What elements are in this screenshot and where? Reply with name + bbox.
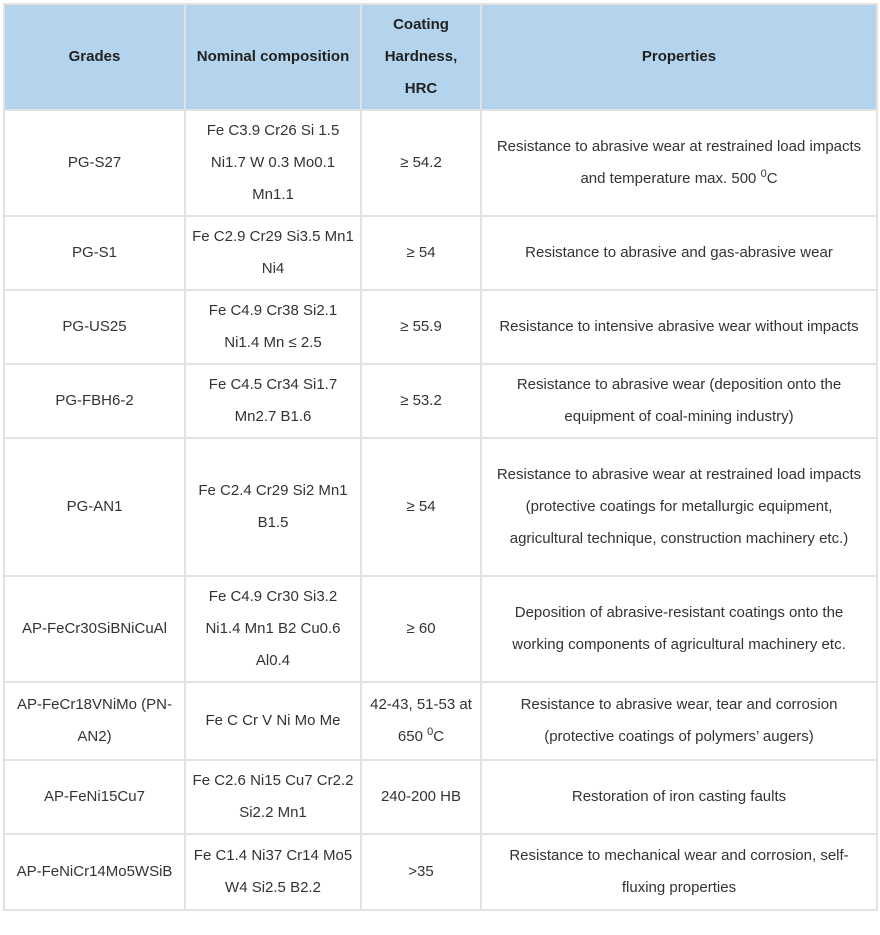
- composition-cell: Fe C2.4 Cr29 Si2 Mn1 B1.5: [185, 438, 361, 576]
- hardness-cell: [361, 682, 481, 760]
- table-row: [4, 682, 877, 760]
- grade-cell: PG-FBH6-2: [4, 364, 185, 438]
- properties-cell: Resistance to abrasive wear at restrained load impacts (protective coatings for metallurgic equipment, agricultural technique, construction machinery etc.): [481, 438, 877, 576]
- hardness-cell: ≥ 55.9: [361, 290, 481, 364]
- hardness-cell: 240-200 HB: [361, 760, 481, 834]
- properties-cell: Resistance to abrasive wear (deposition onto the equipment of coal-mining industry): [481, 364, 877, 438]
- properties-cell: Restoration of iron casting faults: [481, 760, 877, 834]
- grade-cell: AP-FeNi15Cu7: [4, 760, 185, 834]
- composition-cell: Fe C3.9 Cr26 Si 1.5 Ni1.7 W 0.3 Mo0.1 Mn1.1: [185, 110, 361, 216]
- composition-cell: Fe C2.6 Ni15 Cu7 Cr2.2 Si2.2 Mn1: [185, 760, 361, 834]
- properties-cell: Resistance to intensive abrasive wear without impacts: [481, 290, 877, 364]
- table-row: [4, 576, 877, 682]
- composition-cell: Fe C4.9 Cr30 Si3.2 Ni1.4 Mn1 B2 Cu0.6 Al0.4: [185, 576, 361, 682]
- table-row: [4, 834, 877, 910]
- header-properties: Properties: [481, 4, 877, 110]
- table-row: [4, 364, 877, 438]
- grade-cell: AP-FeCr18VNiMo (PN-AN2): [4, 682, 185, 760]
- hardness-text: 42-43, 51-53 at 650: [370, 696, 472, 745]
- hardness-cell: ≥ 53.2: [361, 364, 481, 438]
- header-row: [4, 4, 877, 110]
- header-grades: Grades: [4, 4, 185, 110]
- unit-text: C: [766, 170, 778, 187]
- hardness-cell: ≥ 54: [361, 438, 481, 576]
- table-row: [4, 438, 877, 576]
- degree-superscript: 0: [427, 726, 434, 738]
- header-composition: Nominal composition: [185, 4, 361, 110]
- properties-cell: Resistance to abrasive and gas-abrasive wear: [481, 216, 877, 290]
- table-row: [4, 110, 877, 216]
- grade-cell: PG-S27: [4, 110, 185, 216]
- grades-table: [3, 3, 878, 911]
- composition-cell: Fe C4.5 Cr34 Si1.7 Mn2.7 B1.6: [185, 364, 361, 438]
- table-row: [4, 760, 877, 834]
- composition-cell: Fe C1.4 Ni37 Cr14 Mo5 W4 Si2.5 B2.2: [185, 834, 361, 910]
- grade-cell: PG-S1: [4, 216, 185, 290]
- hardness-cell: ≥ 54.2: [361, 110, 481, 216]
- properties-cell: [481, 110, 877, 216]
- table-row: [4, 216, 877, 290]
- hardness-cell: ≥ 60: [361, 576, 481, 682]
- properties-text: Resistance to abrasive wear at restrained load impacts and temperature max. 500: [496, 138, 862, 187]
- composition-cell: Fe C Cr V Ni Mo Me: [185, 682, 361, 760]
- grade-cell: PG-US25: [4, 290, 185, 364]
- grade-cell: PG-AN1: [4, 438, 185, 576]
- degree-superscript: 0: [760, 168, 767, 180]
- unit-text: C: [433, 728, 445, 745]
- composition-cell: Fe C2.9 Cr29 Si3.5 Mn1 Ni4: [185, 216, 361, 290]
- grade-cell: AP-FeCr30SiBNiCuAl: [4, 576, 185, 682]
- table-row: [4, 290, 877, 364]
- properties-cell: Deposition of abrasive-resistant coatings onto the working components of agricultural machinery etc.: [481, 576, 877, 682]
- header-hardness: Coating Hardness, HRC: [361, 4, 481, 110]
- properties-cell: Resistance to abrasive wear, tear and corrosion (protective coatings of polymers’ augers): [481, 682, 877, 760]
- grade-cell: AP-FeNiCr14Mo5WSiB: [4, 834, 185, 910]
- hardness-cell: ≥ 54: [361, 216, 481, 290]
- hardness-cell: >35: [361, 834, 481, 910]
- composition-cell: Fe C4.9 Cr38 Si2.1 Ni1.4 Mn ≤ 2.5: [185, 290, 361, 364]
- properties-cell: Resistance to mechanical wear and corrosion, self-fluxing properties: [481, 834, 877, 910]
